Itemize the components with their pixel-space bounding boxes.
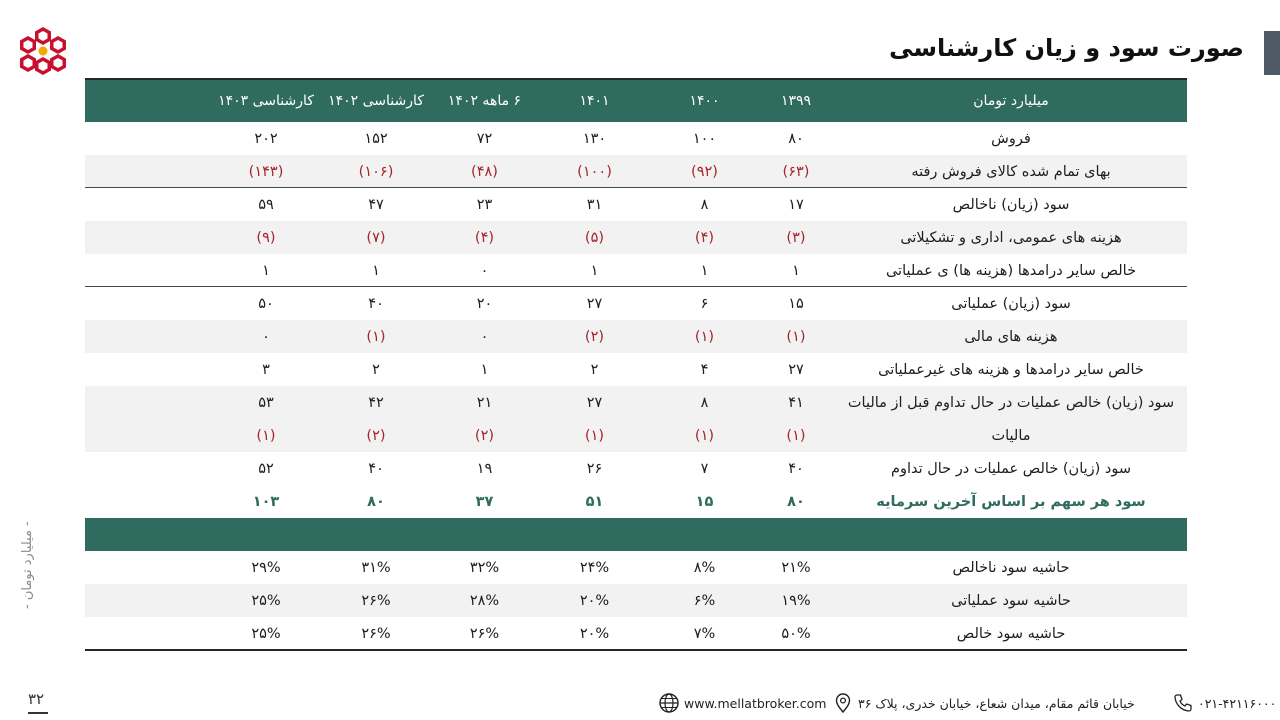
table-cell: ۱ [792,262,800,279]
table-cell: ۵۰ [258,295,274,312]
table-cell: (۱۰۰) [577,163,612,180]
row-label: هزینه های عمومی، اداری و تشکیلاتی [900,229,1122,246]
phone-icon [1172,692,1194,714]
table-row [85,419,1187,452]
table-cell: ۲۱ [476,394,493,411]
column-header-6m-1402: ۶ ماهه ۱۴۰۲ [447,93,522,109]
table-cell: (۱۴۳) [248,163,284,180]
table-cell: ۳ [262,361,270,378]
table-cell: ۲۷ [586,394,603,411]
footer-phone: ۰۲۱-۴۲۱۱۶۰۰۰ [1198,696,1277,711]
table-cell: ۴۰ [788,460,804,477]
row-label: حاشیه سود ناخالص [952,559,1070,576]
row-label: سود (زیان) عملیاتی [951,295,1071,312]
table-row [85,122,1187,155]
table-cell: ۵۲ [258,460,274,477]
table-cell: ۲۷ [788,361,804,378]
table-cell: ۸۰ [787,493,805,510]
table-cell: ۵۳ [258,394,274,411]
table-cell: ۲ [590,361,599,378]
table-cell: ۷۲ [476,130,493,147]
page-number: ۳۲ [28,690,45,708]
table-cell: ۵۹ [258,196,274,213]
row-label: حاشیه سود عملیاتی [951,592,1071,609]
table-cell: (۲) [474,427,495,444]
table-cell: ۰ [480,262,489,279]
table-cell: (۴۸) [471,163,498,180]
table-cell: ۲۳ [476,196,493,213]
table-row [85,485,1187,518]
table-cell: ۲۸% [469,592,500,609]
table-cell: ۱۷ [788,196,804,213]
row-label: سود (زیان) خالص عملیات در حال تداوم [890,460,1132,477]
table-cell: ۲۹% [251,559,281,576]
table-cell: ۳۲% [469,559,500,576]
table-cell: ۱۳۰ [582,130,607,147]
table-cell: ۳۱% [361,559,391,576]
table-cell: ۱۵ [695,493,714,510]
table-cell: ۴ [700,361,709,378]
table-row [85,221,1187,254]
table-cell: (۵) [584,229,605,246]
margin-row [85,617,1187,650]
table-cell: ۲۱% [781,559,811,576]
row-label: سود هر سهم بر اساس آخرین سرمایه [876,493,1146,510]
table-cell: ۲۶% [361,592,391,609]
page-title: صورت سود و زیان کارشناسی [889,34,1244,62]
footer-website[interactable]: www.mellatbroker.com [684,696,827,711]
table-cell: ۵۰% [781,625,811,642]
table-row [85,353,1187,386]
column-header-unit: میلیارد تومان [973,93,1049,109]
row-label: خالص سایر درامدها (هزینه ها) ی عملیاتی [885,262,1137,279]
title-accent-bar [1256,31,1280,75]
table-cell: ۲۵% [251,625,281,642]
table-header-row [85,80,1187,122]
footer-address: خیابان قائم مقام، میدان شعاع، خیابان خدری، پلاک ۳۶ [858,696,1135,711]
table-cell: ۲ [372,361,380,378]
table-divider-band [85,518,1187,551]
table-row [85,287,1187,320]
table-cell: ۲۰ [476,295,493,312]
row-label: بهای تمام شده کالای فروش رفته [911,163,1111,180]
row-label: حاشیه سود خالص [956,625,1066,642]
table-cell: (۲) [366,427,386,444]
row-label: خالص سایر درامدها و هزینه های غیرعملیاتی [878,361,1144,378]
table-cell: ۲۶ [586,460,603,477]
table-cell: ۱۹ [476,460,493,477]
income-statement-table [85,80,1187,650]
table-cell: (۴) [694,229,715,246]
column-header-1401: ۱۴۰۱ [579,93,610,109]
table-cell: ۱۹% [781,592,811,609]
column-header-1400: ۱۴۰۰ [689,93,720,109]
table-cell: (۱) [584,427,605,444]
row-label: هزینه های مالی [964,328,1058,345]
table-cell: ۲۷ [586,295,603,312]
table-cell: ۱۰۰ [692,130,717,147]
table-row [85,320,1187,353]
table-cell: ۷ [700,460,709,477]
table-cell: (۹) [256,229,276,246]
table-cell: ۸ [700,394,709,411]
table-cell: ۷% [693,625,716,642]
table-row [85,188,1187,221]
table-row [85,254,1187,287]
row-label: مالیات [991,427,1031,444]
margin-row [85,551,1187,584]
table-cell: ۲۶% [361,625,391,642]
table-cell: (۱) [694,328,715,345]
column-header-1399: ۱۳۹۹ [780,93,812,109]
table-cell: ۶ [700,295,709,312]
margin-row [85,584,1187,617]
table-cell: ۱ [700,262,709,279]
table-cell: ۴۱ [788,394,804,411]
table-cell: (۱۰۶) [358,163,394,180]
table-cell: ۲۰۲ [254,130,278,147]
table-cell: ۸% [693,559,716,576]
table-cell: ۴۰ [368,460,384,477]
table-row [85,386,1187,419]
globe-icon [658,692,680,714]
table-cell: (۱) [694,427,715,444]
table-cell: ۱ [262,262,270,279]
mellat-broker-logo [20,26,66,76]
table-cell: ۱۵۲ [364,130,388,147]
table-cell: ۶% [693,592,716,609]
table-cell: (۱) [256,427,276,444]
table-cell: (۳) [786,229,806,246]
table-cell: ۳۷ [475,493,494,510]
table-cell: ۰ [480,328,489,345]
table-cell: ۲۴% [579,559,610,576]
footer [0,688,1280,720]
table-cell: ۵۱ [585,493,604,510]
table-row [85,452,1187,485]
table-cell: (۷) [366,229,386,246]
table-cell: (۲) [584,328,605,345]
row-label: سود (زیان) خالص عملیات در حال تداوم قبل از مالیات [847,394,1175,411]
table-cell: (۱) [366,328,386,345]
table-cell: ۴۲ [368,394,384,411]
table-cell: ۱۰۳ [252,493,280,510]
table-cell: ۸ [700,196,709,213]
table-cell: (۹۲) [691,163,718,180]
table-cell: ۱۵ [788,295,804,312]
table-cell: ۴۷ [368,196,384,213]
table-cell: ۲۰% [579,625,610,642]
table-cell: ۲۰% [579,592,610,609]
location-pin-icon [832,692,854,714]
unit-side-label: - میلیارد تومان - [20,521,35,609]
table-cell: ۱ [372,262,380,279]
table-cell: (۶۳) [782,163,810,180]
table-row [85,155,1187,188]
table-cell: (۱) [786,427,806,444]
row-label: سود (زیان) ناخالص [952,196,1070,213]
table-cell: (۴) [474,229,495,246]
row-label: فروش [991,130,1031,147]
table-cell: ۰ [262,328,270,345]
table-cell: ۸۰ [788,130,804,147]
table-cell: ۳۱ [586,196,603,213]
table-cell: ۸۰ [367,493,385,510]
column-header-est-1402: کارشناسی ۱۴۰۲ [328,93,424,109]
table-cell: ۱ [590,262,599,279]
table-cell: (۱) [786,328,806,345]
table-cell: ۲۵% [251,592,281,609]
table-cell: ۲۶% [469,625,500,642]
table-cell: ۴۰ [368,295,384,312]
page-number-underline [28,712,48,714]
column-header-est-1403: کارشناسی ۱۴۰۳ [218,93,314,109]
table-cell: ۱ [480,361,489,378]
